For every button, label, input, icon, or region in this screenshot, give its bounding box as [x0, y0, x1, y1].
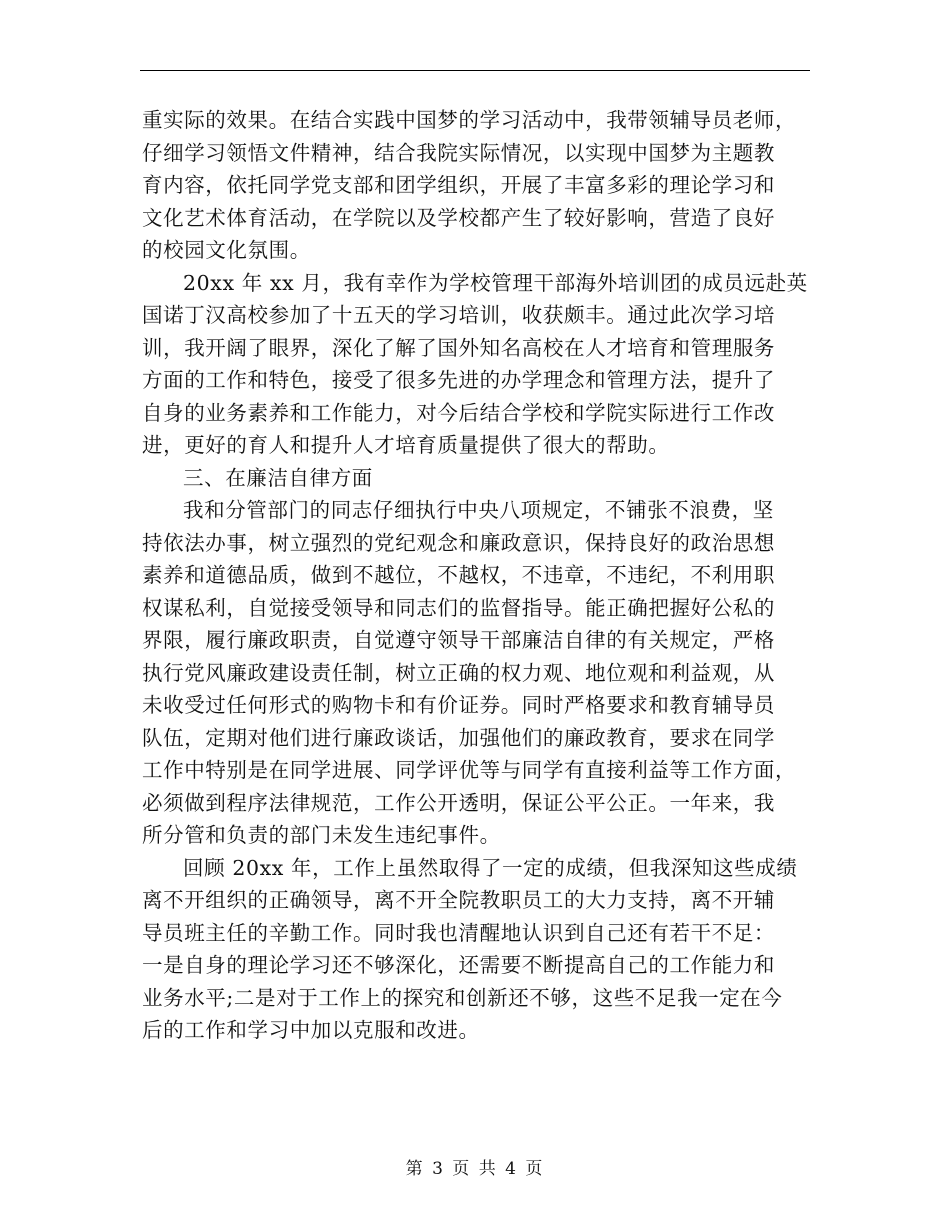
paragraph-4-line-5: 业务水平;二是对于工作上的探究和创新还不够，这些不足我一定在今	[142, 985, 783, 1010]
paragraph-3-line-4: 权谋私利，自觉接受领导和同志们的监督指导。能正确把握好公私的	[142, 595, 775, 620]
document-body	[142, 104, 814, 1047]
paragraph-2-line-6: 进，更好的育人和提升人才培育质量提供了很大的帮助。	[142, 433, 670, 457]
paragraph-3	[142, 494, 814, 852]
paragraph-3-line-9: 工作中特别是在同学进展、同学评优等与同学有直接利益等工作方面，	[142, 758, 797, 782]
paragraph-2	[142, 267, 814, 462]
paragraph-1	[142, 104, 814, 267]
paragraph-4-line-6: 后的工作和学习中加以克服和改进。	[142, 1018, 480, 1042]
paragraph-3-line-10: 必须做到程序法律规范，工作公开透明，保证公平公正。一年来，我	[142, 790, 775, 815]
paragraph-4-line-1: 回顾 20xx 年，工作上虽然取得了一定的成绩，但我深知这些成绩	[183, 855, 798, 880]
paragraph-3-line-8: 队伍，定期对他们进行廉政谈话，加强他们的廉政教育，要求在同学	[142, 725, 775, 750]
paragraph-3-line-7: 未收受过任何形式的购物卡和有价证券。同时严格要求和教育辅导员	[142, 693, 775, 717]
paragraph-1-line-3: 育内容，依托同学党支部和团学组织，开展了丰富多彩的理论学习和	[142, 173, 775, 197]
paragraph-2-line-3: 训，我开阔了眼界，深化了解了国外知名高校在人才培育和管理服务	[142, 335, 775, 360]
paragraph-1-line-5: 的校园文化氛围。	[142, 238, 311, 262]
paragraph-4-line-3: 导员班主任的辛勤工作。同时我也清醒地认识到自己还有若干不足：	[142, 920, 775, 945]
paragraph-3-line-2: 持依法办事，树立强烈的党纪观念和廉政意识，保持良好的政治思想	[142, 530, 775, 555]
paragraph-3-line-11: 所分管和负责的部门未发生违纪事件。	[142, 823, 501, 847]
paragraph-1-line-1: 重实际的效果。在结合实践中国梦的学习活动中，我带领辅导员老师，	[142, 108, 797, 132]
paragraph-2-line-5: 自身的业务素养和工作能力，对今后结合学校和学院实际进行工作改	[142, 400, 775, 425]
section-heading-text: 三、在廉洁自律方面	[183, 465, 373, 490]
paragraph-4-line-4: 一是自身的理论学习还不够深化，还需要不断提高自己的工作能力和	[142, 953, 775, 977]
paragraph-3-line-1: 我和分管部门的同志仔细执行中央八项规定，不铺张不浪费，坚	[183, 498, 774, 522]
paragraph-2-line-2: 国诺丁汉高校参加了十五天的学习培训，收获颇丰。通过此次学习培	[142, 303, 775, 327]
paragraph-4	[142, 852, 814, 1047]
paragraph-1-line-4: 文化艺术体育活动，在学院以及学校都产生了较好影响，营造了良好	[142, 205, 775, 230]
header-rule	[140, 70, 810, 71]
paragraph-3-line-5: 界限，履行廉政职责，自觉遵守领导干部廉洁自律的有关规定，严格	[142, 628, 775, 652]
paragraph-3-line-3: 素养和道德品质，做到不越位，不越权，不违章，不违纪，不利用职	[142, 563, 775, 587]
paragraph-4-line-2: 离不开组织的正确领导，离不开全院教职员工的大力支持，离不开辅	[142, 888, 775, 912]
section-heading	[142, 462, 814, 495]
paragraph-2-line-4: 方面的工作和特色，接受了很多先进的办学理念和管理方法，提升了	[142, 368, 775, 392]
paragraph-1-line-2: 仔细学习领悟文件精神，结合我院实际情况，以实现中国梦为主题教	[142, 140, 775, 165]
paragraph-3-line-6: 执行党风廉政建设责任制，树立正确的权力观、地位观和利益观，从	[142, 660, 775, 685]
page-number-footer: 第 3 页 共 4 页	[405, 1159, 545, 1179]
paragraph-2-line-1: 20xx 年 xx 月，我有幸作为学校管理干部海外培训团的成员远赴英	[183, 270, 808, 295]
